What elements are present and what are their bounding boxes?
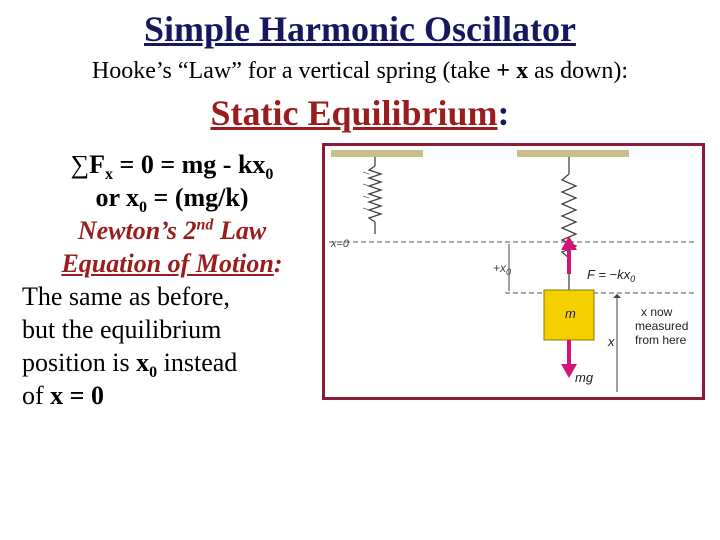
- section-heading-text: Static Equilibrium: [210, 93, 498, 133]
- equation-x0: [22, 181, 322, 217]
- body-line-3-b: instead: [157, 348, 238, 377]
- section-heading: [0, 92, 720, 134]
- eq1-part-a: F: [89, 150, 105, 179]
- summation-symbol: ∑: [70, 150, 90, 179]
- body-line-3-sub: 0: [149, 364, 158, 382]
- eom-text: Equation of Motion: [61, 249, 274, 278]
- eq2-part-a: or x: [95, 183, 140, 212]
- note-line-3: from here: [635, 333, 687, 347]
- body-line-3-a: position is: [22, 348, 137, 377]
- body-line-4-bold: x = 0: [50, 381, 104, 410]
- label-x: x: [608, 334, 615, 349]
- newton-text-a: Newton’s 2: [77, 216, 197, 245]
- note-line-1: x now: [641, 305, 673, 319]
- note-line-2: measured: [635, 319, 689, 333]
- equation-force-sum: [22, 148, 322, 184]
- left-spring: [369, 157, 381, 234]
- section-heading-colon: :: [497, 93, 510, 133]
- eq2-part-b: = (mg/k): [147, 183, 249, 212]
- label-spring-force: $F = -kx_0$: [587, 267, 636, 284]
- subtitle-text-after: as down):: [528, 58, 629, 84]
- left-text-column: [22, 148, 322, 412]
- subtitle-text-before: Hooke’s “Law” for a vertical spring (take: [91, 58, 497, 84]
- body-line-1: The same as before,: [22, 282, 230, 311]
- eq2-sub-0: 0: [139, 199, 148, 217]
- newton-text-b: Law: [213, 216, 267, 245]
- eom-colon: :: [273, 249, 283, 278]
- body-line-3: [22, 346, 322, 382]
- spring-mass-figure: [322, 143, 705, 400]
- body-line-4: [22, 379, 322, 412]
- slide-title: Simple Harmonic Oscillator: [144, 9, 576, 49]
- subtitle-bold-x: + x: [496, 58, 529, 84]
- eq1-part-b: = 0 = mg - kx: [113, 150, 266, 179]
- newton-sup: nd: [196, 216, 214, 234]
- spring-diagram: [325, 146, 702, 397]
- body-line-2: but the equilibrium: [22, 315, 222, 344]
- x-dimension-arrowhead: [613, 294, 621, 298]
- spring-force-arrowhead: [561, 236, 577, 250]
- newton-second-law: [22, 214, 322, 247]
- body-line-3-bold: x: [136, 348, 150, 377]
- right-ceiling: [517, 150, 629, 157]
- label-mass: m: [565, 306, 576, 321]
- eq1-sub-0: 0: [265, 166, 274, 184]
- label-weight: mg: [575, 370, 594, 385]
- eq1-sub-x: x: [105, 166, 113, 184]
- label-x-equals-0: x=0: [331, 238, 350, 250]
- left-ceiling: [331, 150, 423, 157]
- equation-of-motion: [22, 247, 322, 280]
- label-plus-x0: $+x_0$: [493, 261, 512, 277]
- slide-subtitle: [0, 58, 720, 85]
- body-line-4-a: of: [22, 381, 51, 410]
